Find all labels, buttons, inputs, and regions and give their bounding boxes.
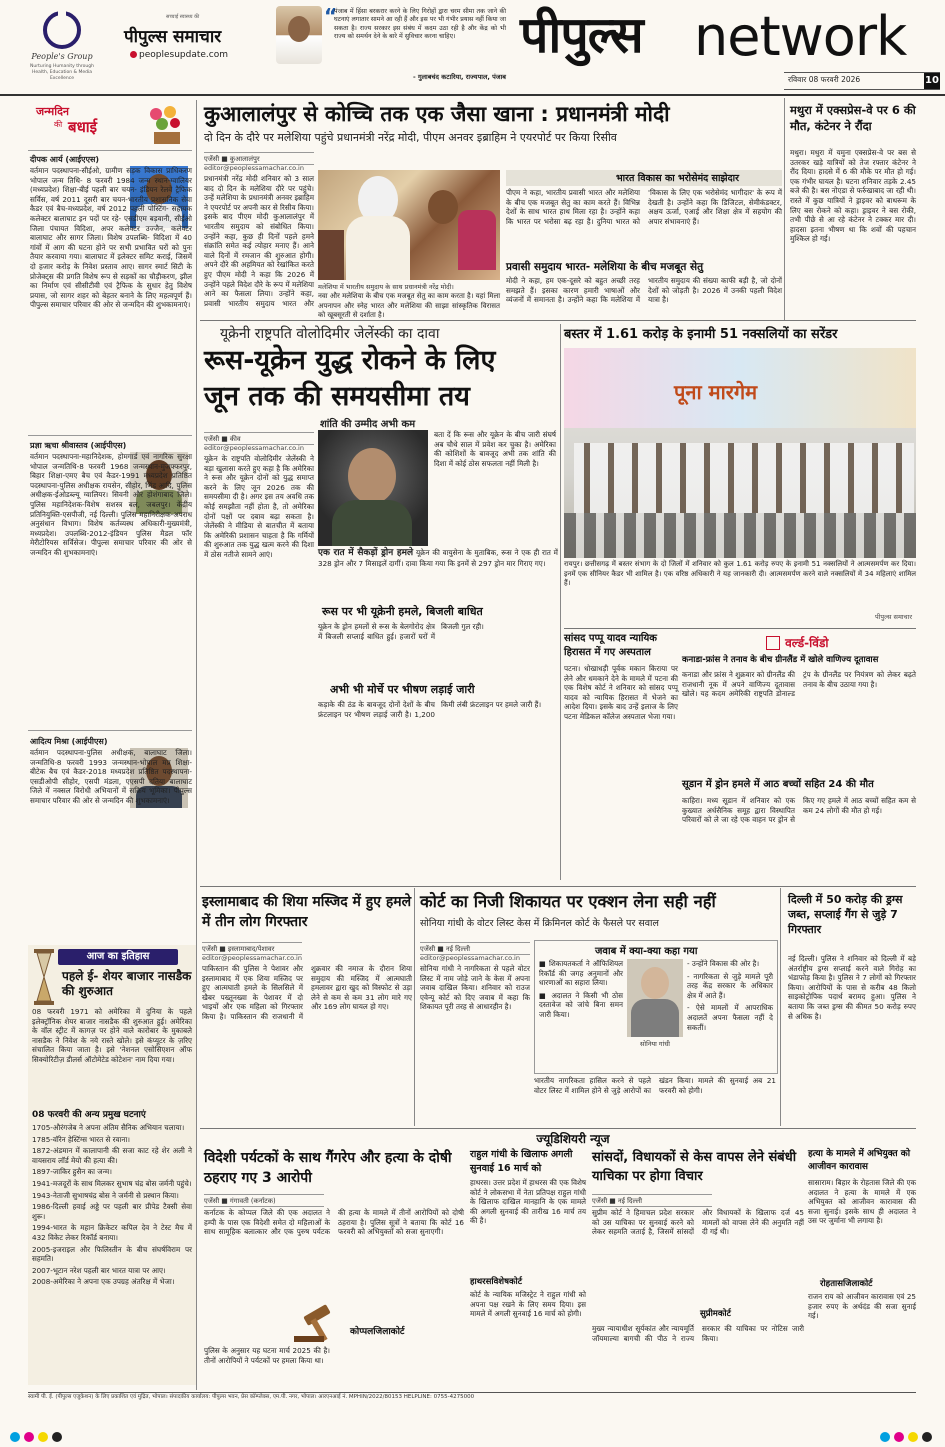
birthday-person-text: वर्तमान पदस्थापना-महानिदेशक, होमगार्ड एवं नागरिक सुरक्षा भोपाल जन्मतिथि-8 फरवरी 1968 जन्मस्थान-मुजफ्फरपुर, बिहार शिक्षा-एमए बैच एवं कैडर-1991 मध्यप्रदेश प्रतिष्ठित पदस्थापना-पुलिस अधीक्षक रायसेन, सीहोर, भिंड आदि, पुलिस अधीक्षक-ईओडब्ल्यू ग्वालियर। सिवनी और होशंगाबाद जिले। पुलिस महानिदेशक-विशेष सशस्त्र बल, जबलपुर। केंद्रीय प्रतिनियुक्ति-एसपीजी, नई दिल्ली। पुलिस महानिरीक्षक-अपराध अनुसंधान विभाग। विशेष कर्तव्यस्थ अधिकारी-मुख्यमंत्री, मध्यप्रदेश। उपलब्धि-2012-इंडियन पुलिस मैडल फॉर मेरीटोरियस सर्विसेज। पीपुल्स समाचार परिवार की ओर से जन्मदिन की शुभकामनाएं।: [30, 452, 192, 557]
website-text: peoplesupdate.com: [139, 50, 228, 60]
quote-author: - गुलाबचंद कटारिया, राज्यपाल, पंजाब: [413, 73, 506, 81]
bastar-story: [564, 322, 916, 626]
registration-mark-magenta: [24, 1432, 34, 1442]
bastar-photo: [564, 348, 916, 558]
quote-box: [276, 6, 508, 84]
history-event: 1943-नेताजी सुभाषचंद्र बोस ने जर्मनी से प्रस्थान किया।: [32, 1190, 179, 1200]
court-byline-text: एजेंसी ■ नई दिल्ली: [420, 945, 470, 953]
lead-photo: [318, 170, 500, 280]
ukraine-headline-1: रूस-यूक्रेन युद्ध रोकने के लिए: [204, 345, 496, 376]
mp-body: सुप्रीम कोर्ट ने हिमाचल प्रदेश सरकार को उस याचिका पर सुनवाई करने को लेकर सहमति जताई है, जिसमें सांसदों और विधायकों के खिलाफ दर्ज 45 मामलों को वापस लेने की अनुमति नहीं दी गई थी।: [592, 1208, 804, 1237]
bihar-headline: हत्या के मामले में अभियुक्त को आजीवन कारावास: [808, 1149, 911, 1172]
court-subhead: सोनिया गांधी के वोटर लिस्ट केस में क्रिमिनल कोर्ट के फैसले पर सवाल: [420, 918, 659, 929]
lead-body: प्रधानमंत्री नरेंद्र मोदी शनिवार को 3 साल बाद दो दिन के मलेशिया दौरे पर पहुंचे। उन्हें मलेशिया के प्रधानमंत्री अनवर इब्राहिम ने एयरपोर्ट पर अपनी कार से रिसीव किया। इसके बाद पीएम मोदी कुआलालंपुर में भारतीय समुदाय को संबोधित किया। उन्होंने कहा, कुछ ही दिनों पहले हमने संक्रांति समेत कई त्योहार मनाए हैं। आने वाले दिनों में रमजान की शुरुआत होगी। अपने दौरे की अहमियत को रेखांकित करते हुए पीएम मोदी ने कहा कि 2026 में उन्होंने पहले विदेश दौरे के रूप में मलेशिया आने का फैसला लिया। उन्होंने कहा, प्रवासी भारतीय समुदाय भारत और: [204, 174, 314, 308]
history-event: 1872-अंडमान में कालापानी की सजा काट रहे शेर अली ने वायसराय लॉर्ड मेयो की हत्या की।: [32, 1146, 192, 1165]
group-name: People's Group: [31, 52, 93, 61]
gang-body: कर्नाटक के कोप्पल जिले की एक अदालत ने हम्पी के पास एक विदेशी समेत दो महिलाओं के साथ सामूहिक बलात्कार और एक पुरुष पर्यटक की हत्या के मामले में तीनों आरोपियों को दोषी ठहराया है। पुलिस सूत्रों ने बताया कि कोर्ट 16 फरवरी को अभियुक्तों को सजा सुनाएगी।: [204, 1208, 464, 1237]
birthday-person-name: प्रज्ञा ऋचा श्रीवास्तव (आईपीएस): [30, 441, 127, 450]
mp-byline: [592, 1194, 712, 1207]
quote-mark-icon: “: [324, 4, 338, 28]
masthead: [0, 0, 945, 94]
group-tagline: Nurturing Humanity through Health, Education & Media Excellence: [30, 64, 94, 81]
mathura-story: [788, 98, 916, 318]
history-events-list: [32, 1123, 192, 1381]
brand-hindi: पीपुल्स: [520, 6, 643, 64]
group-logo-icon: [42, 10, 82, 50]
paper-name: पीपुल्स समाचार: [124, 27, 222, 47]
birthday-title-mid: की: [54, 120, 63, 129]
delhi-headline: दिल्ली में 50 करोड़ की ड्रग्स जब्त, सप्लाई गैंग से जुड़े 7 गिरफ्तार: [788, 893, 903, 936]
court-qa-left: [539, 959, 623, 1071]
lead-byline-text: एजेंसी ■ कुआलालंपुर: [204, 155, 260, 163]
peoples-group-logo: [22, 8, 102, 88]
lead-box-title: [506, 170, 782, 186]
brand: [512, 2, 942, 92]
lead-story: [200, 98, 782, 318]
canada-title: कनाडा-फ्रांस ने तनाव के बीच ग्रीनलैंड में खोले वाणिज्य दूतावास: [682, 655, 879, 665]
sonia-caption: सोनिया गांधी: [640, 1040, 670, 1048]
ukraine-sub3: अभी भी मोर्चे पर भीषण लड़ाई जारी: [330, 683, 475, 696]
mathura-headline: मथुरा में एक्सप्रेस-वे पर 6 की मौत, कंटेनर ने रौंदा: [790, 103, 916, 133]
history-event: 2007-भूटान नरेश पहली बार भारत यात्रा पर आए।: [32, 1265, 166, 1275]
delhi-body: नई दिल्ली। पुलिस ने शनिवार को दिल्ली में बड़े अंतर्राष्ट्रीय ड्रग्स सप्लाई करने वाले गिरोह का भंडाफोड़ किया है। पुलिस ने 7 लोगों को गिरफ्तार किया। आरोपियों के पास से करीब 48 किलो साइकोट्रोपिक पदार्थ बरामद हुआ। पुलिस ने बताया कि जब्त ड्रग्स की कीमत 50 करोड़ रुपए से अधिक है।: [788, 954, 916, 1021]
mp-byline-text: एजेंसी ■ नई दिल्ली: [592, 1197, 642, 1205]
court-qa-box: [534, 940, 778, 1074]
ukraine-sub2: रूस पर भी यूक्रेनी हमले, बिजली बाधित: [322, 605, 483, 618]
court-headline: कोर्ट का निजी शिकायत पर एक्शन लेना सही नहीं: [420, 892, 716, 911]
court-email: editor@peoplessamachar.co.in: [420, 954, 520, 962]
judiciary-label: [498, 1128, 648, 1146]
court-qa-right: [687, 959, 773, 1071]
lead-box2-text: मोदी ने कहा, हम एक-दूसरे को बहुत अच्छी तरह समझते हैं। इसका कारण हमारी भाषाओं और व्यंजनों में समानता है। उन्होंने कहा कि मलेशिया में भारतीय समुदाय की संख्या काफी बड़ी है, जो दोनों देशों को जोड़ती है। 2026 में उनकी पहली विदेश यात्रा है।: [506, 276, 782, 305]
history-event: 2008-अमेरिका ने अपना एक उपग्रह अंतरिक्ष में भेजा।: [32, 1277, 175, 1287]
ukraine-sub: शांति की उम्मीद अभी कम: [320, 419, 416, 430]
bihar-body: सासाराम। बिहार के रोहतास जिले की एक अदालत ने हत्या के मामले में एक अभियुक्त को आजीवन कारावास की सजा सुनाई। इसके साथ ही अदालत ने उस पर जुर्माना भी लगाया है।: [808, 1178, 916, 1226]
rohtas-label: रोहतासजिलाकोर्ट: [820, 1279, 873, 1289]
birthday-person-text: वर्तमान पदस्थापना-पुलिस अधीक्षक, बालाघाट जिला। जन्मतिथि-8 फरवरी 1993 जन्मस्थान-भोपाल मप्र शिक्षा-बीटेक बैच एवं कैडर-2018 मध्यप्रदेश प्रतिष्ठित पदस्थापना-एसडीओपी सीहोर, एसपी मंडला, एएसपी दतिया बालाघाट जिले में नक्सल विरोधी अभियानों में सक्रिय भूमिका। पीपुल्स समाचार परिवार की ओर से जन्मदिन की शुभकामनाएं।: [30, 748, 192, 805]
court-body-continued: भारतीय नागरिकता हासिल करने से पहले वोटर लिस्ट में शामिल होने से जुड़े आरोपों का खंडन किया। मामले की सुनवाई अब 21 फरवरी को होगी।: [534, 1076, 776, 1095]
islamabad-email: editor@peoplessamachar.co.in: [202, 954, 302, 962]
quote-author-photo: [276, 6, 322, 64]
birthday-banner: [28, 100, 192, 151]
history-section: [28, 945, 196, 1385]
ukraine-body: यूक्रेन के राष्ट्रपति वोलोदिमीर जेलेंस्की ने बड़ा खुलासा करते हुए कहा है कि अमेरिका ने रूस और यूक्रेन दोनों को युद्ध समाप्त करने के लिए जून 2026 तक की समयसीमा दी है। अगर इस तय अवधि तक कोई समझौता नहीं होता है, तो अमेरिका दोनों पक्षों पर दबाव बढ़ा सकता है। जेलेंस्की ने मीडिया से बातचीत में बताया कि अमेरिकी प्रशासन चाहता है कि गर्मियों की शुरुआत तक युद्ध खत्म करने की दिशा में ठोस नतीजे सामने आएं।: [204, 454, 314, 559]
bastar-headline: बस्तर में 1.61 करोड़ के इनामी 51 नक्सलियों का सरेंडर: [564, 327, 838, 342]
bastar-banner-text: पूना मारगेम: [674, 380, 758, 404]
hathras-label: हाथरसविशेषकोर्ट: [470, 1277, 523, 1287]
quote-text: पंजाब में हिंसा बरकरार करने के लिए गिरोहों द्वारा चरम सीमा तक जाने की घटनाएं लगातार सामने आ रही हैं और इस पर भी गंभीर प्रयास नहीं किया जा सकता है। राज्य सरकार इस संबंध में कदम उठा रही है और केंद्र को भी राज्य को समर्थन देने के बारे में सुविचार करना चाहिए।: [334, 8, 506, 41]
lead-box2-title: प्रवासी समुदाय भारत- मलेशिया के बीच मजबूत सेतु: [506, 261, 704, 273]
ukraine-email: editor@peoplessamachar.co.in: [204, 444, 304, 452]
history-label-text: आज का इतिहास: [86, 951, 150, 962]
registration-mark-magenta: [894, 1432, 904, 1442]
delhi-story: [786, 888, 916, 1126]
lead-body-continued: नवा और मलेशिया के बीच एक मजबूत सेतु का काम करता है। यहां मिला अपनापन और स्नेह भारत और मलेशिया की साझा सांस्कृतिक विरासत को खूबसूरती से दर्शाता है।: [318, 292, 501, 320]
gang-byline-text: एजेंसी ■ गंगावती (कर्नाटक): [204, 1197, 276, 1205]
flowers-icon: [146, 106, 186, 146]
history-event: 1785-वॉरेन हेस्टिंग्स भारत से रवाना।: [32, 1134, 130, 1144]
birthday-person-name: आदित्य मिश्रा (आईपीएस): [30, 737, 108, 746]
bastar-credit: पीपुल्स समाचार: [875, 613, 912, 621]
world-label-text: वर्ल्ड-विंडो: [785, 636, 829, 650]
canada-text: कनाडा और फ्रांस ने शुक्रवार को ग्रीनलैंड की राजधानी नूक में अपने वाणिज्य दूतावास खोले। यह कदम अमेरिकी राष्ट्रपति डोनाल्ड ट्रंप के ग्रीनलैंड पर नियंत्रण को लेकर बढ़ते तनाव के बीच उठाया गया है।: [682, 670, 916, 699]
islamabad-body: पाकिस्तान की पुलिस ने पेशावर और इस्लामाबाद में एक शिया मस्जिद पर हुए आत्मघाती हमले के सिलसिले में खैबर पख्तूनख्वा के पेशावर में दो भाइयों और एक महिला को गिरफ्तार किया है। पाकिस्तान की राजधानी में शुक्रवार की नमाज के दौरान शिया समुदाय की मस्जिद में आत्मघाती हमलावर द्वारा खुद को विस्फोट से उड़ा लेने से कम से कम 31 लोग मारे गए और 169 लोग घायल हो गए।: [202, 964, 412, 1021]
world-label: [766, 632, 886, 648]
zelensky-photo: [318, 430, 428, 546]
ukraine-headline-2: जून तक की समयसीमा तय: [204, 381, 470, 412]
hourglass-icon: [32, 949, 56, 1005]
lead-box: [506, 170, 782, 318]
court-qa-point: - नागरिकता से जुड़े मामले पूरी तरह केंद्र सरकार के अधिकार क्षेत्र में आते हैं।: [687, 971, 773, 1000]
rahul-body-continued: कोर्ट के न्यायिक मजिस्ट्रेट ने राहुल गांधी को अपना पक्ष रखने के लिए समय दिया। इस मामले में अगली सुनवाई 16 मार्च को होगी।: [470, 1290, 586, 1319]
mp-headline: सांसदों, विधायकों से केस वापस लेने संबंधी याचिका पर होगा विचार: [592, 1150, 797, 1184]
court-qa-point: ■ अदालत ने किसी भी ठोस दस्तावेज को जांचे बिना समन जारी किया।: [539, 990, 623, 1019]
islamabad-byline-text: एजेंसी ■ इस्लामाबाद/पेशावर: [202, 945, 275, 953]
brand-english: network: [694, 5, 907, 68]
rahul-headline: राहुल गांधी के खिलाफ अगली सुनवाई 16 मार्च को: [470, 1149, 573, 1174]
history-event: 1986-दिल्ली हवाई अड्डे पर पहली बार प्रीपेड टैक्सी सेवा शुरू।: [32, 1202, 192, 1221]
birthday-title-top: जन्मदिन: [36, 105, 70, 118]
court-qa-point: - ऐसे मामलों में आपराधिक अदालतें अपना फैसला नहीं दे सकतीं।: [687, 1003, 773, 1032]
bihar-body-continued: राजन राय को आजीवन कारावास एवं 25 हजार रुपए के अर्थदंड की सजा सुनाई गई।: [808, 1292, 916, 1321]
registration-mark-yellow: [908, 1432, 918, 1442]
history-text: 08 फरवरी 1971 को अमेरिका में दुनिया के पहले इलेक्ट्रॉनिक शेयर बाजार नासडैक की शुरुआत हुई। अमेरिका के वॉल स्ट्रीट में कागज़ पर होने वाले कारोबार के मुकाबले नासडैक ने निवेश के नये रास्ते खोले। इसे कंप्यूटर के ज़रिए संचालित किया जाता है। इसे 'नेशनल एसोसिएशन ऑफ सिक्योरिटीज़ डीलर्स ऑटोमेटेड कोटेशन' नाम दिया गया।: [32, 1007, 192, 1064]
world-icon: [766, 636, 780, 650]
history-event: 1705-औरंगजेब ने अपना अंतिम सैनिक अभियान चलाया।: [32, 1123, 185, 1132]
paper-tag: सच्चाई स्वास्थ्य की: [166, 14, 200, 20]
website-link[interactable]: [130, 50, 228, 60]
lead-box-title-text: भारत विकास का भरोसेमंद साझेदार: [616, 173, 739, 184]
pappu-story: [564, 630, 678, 884]
footer-text: स्वामी पी. ई. (पीपुल्स एजुकेशन) के लिए प्रकाशित एवं मुद्रित, भोपाल। संपादकीय कार्यालय: पीपुल्स भवन, प्रेस कॉम्प्लेक्स, एम.पी. नगर, भोपाल। आरएनआई नं. MPHIN/2022/80153 HELPLINE: 0755-4275000: [28, 1394, 475, 1400]
sudan-title: सूडान में ड्रोन हमले में आठ बच्चों सहित 24 की मौत: [682, 779, 874, 790]
history-event: 1941-मजदूरों के साथ मिलकर सुभाष चंद्र बोस जर्मनी पहुंचे।: [32, 1178, 192, 1188]
page-number: 10: [924, 73, 940, 89]
world-window: [682, 630, 916, 884]
ukraine-attack-text: यूक्रेन की वायुसेना के मुताबिक, रूस ने एक ही रात में 328 ड्रोन और 7 मिसाइलें दागीं। दावा किया गया कि इनमें से 297 ड्रोन मार गिराए गए।: [318, 548, 558, 568]
gavel-icon: [290, 1304, 350, 1344]
ukraine-attack-title: एक रात में सैकड़ों ड्रोन हमले: [318, 548, 414, 558]
lead-email: editor@peoplessamachar.co.in: [204, 164, 304, 172]
history-event: 1994-भारत के महान क्रिकेटर कपिल देव ने टेस्ट मैच में 432 विकेट लेकर रिकॉर्ड बनाया।: [32, 1223, 192, 1242]
issue-date: रविवार 08 फरवरी 2026: [788, 75, 861, 84]
globe-icon: [130, 51, 137, 58]
ukraine-sub3-text: कड़ाके की ठंड के बावजूद दोनों देशों के बीच फ्रंटलाइन पर भीषण लड़ाई जारी है। 1,200 किमी लंबी फ्रंटलाइन पर हमले जारी हैं।: [318, 700, 542, 719]
pappu-body: पटना। धोखाधड़ी पूर्वक मकान किराया पर लेने और धमकाने देने के मामले में पटना की एक विशेष कोर्ट ने शनिवार को सांसद पप्पू यादव को न्यायिक हिरासत में भेजने का आदेश दिया। इसके बाद उन्हें इलाज के लिए पटना मेडिकल कॉलेज अस्पताल भेजा गया।: [564, 664, 678, 721]
court-story: [418, 888, 776, 1126]
history-other-title: 08 फरवरी की अन्य प्रमुख घटनाएं: [32, 1110, 146, 1120]
lead-headline: कुआलालंपुर से कोच्चि तक एक जैसा खाना : प्रधानमंत्री मोदी: [204, 102, 670, 126]
ukraine-kicker: यूक्रेनी राष्ट्रपति वोलोदिमीर जेलेंस्की का दावा: [220, 326, 440, 342]
ukraine-side-text: बता दें कि रूस और यूक्रेन के बीच जारी संघर्ष अब चौथे साल में प्रवेश कर चुका है। अमेरिका की कोशिशों के बावजूद अभी तक शांति की दिशा में कोई ठोस सफलता नहीं मिली है।: [434, 430, 556, 468]
bastar-caption: रायपुर। छत्तीसगढ़ में बस्तर संभाग के दो जिलों में शनिवार को कुल 1.61 करोड़ रुपए के इनामी 51 नक्सलियों ने आत्मसमर्पण कर दिया। इनमें एक सीनियर कैडर भी शामिल है। एक वरिष्ठ अधिकारी ने यह जानकारी दी। आत्मसमर्पण करने वाले नक्सलियों में 34 महिलाएं शामिल हैं।: [564, 560, 916, 588]
registration-mark-black: [52, 1432, 62, 1442]
koppal-label: कोप्पलजिलाकोर्ट: [350, 1327, 405, 1337]
court-qa-point: ■ शिकायतकर्ता ने ऑफिशियल रिकॉर्ड की जगह अनुमानों और धारणाओं का सहारा लिया।: [539, 959, 623, 988]
history-headline: पहले ई- शेयर बाजार नासडैक की शुरुआत: [62, 969, 192, 998]
ukraine-attack: [318, 548, 558, 600]
lead-photo-caption: मलेशिया में भारतीय समुदाय के साथ प्रधानमंत्री नरेंद्र मोदी।: [318, 283, 454, 291]
gang-headline: विदेशी पर्यटकों के साथ गैंगरेप और हत्या के दोषी ठहराए गए 3 आरोपी: [204, 1150, 452, 1186]
sc-label: सुप्रीमकोर्ट: [700, 1309, 731, 1319]
registration-mark-yellow: [38, 1432, 48, 1442]
birthday-title-bottom: बधाई: [68, 118, 98, 136]
judiciary-section: [200, 1128, 916, 1390]
paper-logo: [124, 12, 274, 72]
lead-subhead: दो दिन के दौरे पर मलेशिया पहुंचे प्रधानमंत्री नरेंद्र मोदी, पीएम अनवर इब्राहिम ने एयरपोर्ट पर किया रिसीव: [204, 131, 617, 144]
birthday-person-name: दीपक आर्य (आईएएस): [30, 155, 100, 164]
registration-mark-cyan: [10, 1432, 20, 1442]
birthday-section: [28, 100, 192, 940]
islamabad-story: [200, 888, 412, 1126]
gang-byline: [204, 1194, 324, 1207]
history-event: 2005-इजराइल और फिलिस्तीन के बीच संघर्षविराम पर सहमति।: [32, 1244, 192, 1264]
court-qa-title: जवाब में क्या-क्या कहा गया: [595, 946, 698, 957]
islamabad-headline: इस्लामाबाद की शिया मस्जिद में हुए हमले में तीन लोग गिरफ्तार: [202, 894, 412, 930]
ukraine-byline-text: एजेंसी ■ कीव: [204, 435, 241, 443]
gang-body-continued: पुलिस के अनुसार यह घटना मार्च 2025 की है। तीनों आरोपियों ने पर्यटकों पर हमला किया था।: [204, 1346, 330, 1365]
date-line: [784, 72, 940, 90]
mathura-body: मथुरा। मथुरा में यमुना एक्सप्रेस-वे पर बस से उतरकर खड़े यात्रियों को तेज रफ्तार कंटेनर ने रौंद दिया। हादसे में 6 की मौके पर मौत हो गई। एक गंभीर घायल है। घटना शनिवार तड़के 2.45 बजे की है। बस नोएडा से फर्रुखाबाद जा रही थी। रास्ते में कुछ यात्रियों ने ड्राइवर को बाथरूम के लिए बस रोकने को कहा। ड्राइवर ने बस रोकी, तभी पीछे से आ रहे कंटेनर ने टक्कर मार दी। हादसा इतना भीषण था कि शवों की पहचान मुश्किल हो गई।: [790, 148, 916, 244]
history-label: [58, 949, 178, 965]
mp-body-continued: मुख्य न्यायाधीश सूर्यकांत और न्यायमूर्ति जॉयमाल्या बागची की पीठ ने राज्य सरकार की याचिका पर नोटिस जारी किया।: [592, 1324, 804, 1343]
court-qa-point: - उन्होंने विकास की ओर है।: [687, 959, 760, 968]
lead-box-text: पीएम ने कहा, भारतीय प्रवासी भारत और मलेशिया के बीच एक मजबूत सेतु का काम करते हैं। विभिन्न देशों के साथ भारत हाथ मिला रहा है। उन्होंने कहा कि भारत पर भरोसा बढ़ रहा है। दुनिया भारत को 'विकास के लिए एक भरोसेमंद भागीदार' के रूप में देखती है। उन्होंने कहा कि डिजिटल, सेमीकंडक्टर, अक्षय ऊर्जा, एआई और शिक्षा क्षेत्र में सहयोग की अपार संभावनाएं हैं।: [506, 188, 782, 226]
history-event: 1897-जाकिर हुसैन का जन्म।: [32, 1167, 112, 1177]
pappu-headline: सांसद पप्पू यादव न्यायिक हिरासत में गए अस्पताल: [564, 633, 657, 658]
birthday-person-text: वर्तमान पदस्थापना-सीईओ, ग्रामीण सड़क विकास प्राधिकरण भोपाल जन्म तिथि- 8 फरवरी 1984 जन्म स्थान-ग्वालियर (मध्यप्रदेश) शिक्षा-बीई पहली बार चयन- इंडियन रेलवे ट्रैफिक सर्विस, वर्ष 2011 दूसरी बार चयन-भारतीय प्रशासनिक सेवा कैडर एवं बैच-मध्यप्रदेश, वर्ष 2012 पहली पोस्टिंग- सहायक कलेक्टर बालाघाट इन पदों पर रहे- एसडीएम बड़वानी, सीईओ जिला पंचायत विदिशा, अपर कलेक्टर उज्जैन, कलेक्टर बालाघाट और सागर जिला। विशेष उपलब्धि- विदिशा में 40 गांवों में आग की घटना होने पर सभी प्रभावित घरों को पुनः तैयार करवाया गया। बालाघाट में इलेक्टर समिट कराई, जिसमें दो हजार करोड़ के निवेश प्रस्ताव आए। सागर स्मार्ट सिटी के प्रोजेक्ट्स की प्रगति विशेष रूप से सड़कों का चौड़ीकरण, झील का निर्माण एवं सीसीटीवी एवं ट्रैफिक के सुधार हेतु विशेष प्रयास, जो सागर शहर को बेहतर बनाने के लिए महत्वपूर्ण हैं। पीपुल्स समाचार परिवार की ओर से जन्मदिन की शुभकामनाएं।: [30, 166, 192, 310]
court-body: सोनिया गांधी ने नागरिकता से पहले वोटर लिस्ट में नाम जोड़े जाने के केस में अपना जवाब दाखिल किया। शनिवार को राउज एवेन्यू कोर्ट को दिए जवाब में कहा कि शिकायत पूरी तरह से आधारहीन है।: [420, 964, 530, 1012]
judiciary-label-text: ज्यूडिशियरी न्यूज: [536, 1132, 610, 1146]
ukraine-sub2-text: यूक्रेन के ड्रोन हमलों से रूस के बेलगोरोद क्षेत्र में बिजली सप्लाई बाधित हुई। हजारों घरों में बिजली गुल रही।: [318, 622, 484, 641]
rahul-body: हाथरस। उत्तर प्रदेश में हाथरस की एक विशेष कोर्ट ने लोकसभा में नेता प्रतिपक्ष राहुल गांधी के खिलाफ दाखिल मानहानि के एक मामले की अगली सुनवाई की तारीख 16 मार्च तय की है।: [470, 1178, 586, 1226]
registration-mark-black: [922, 1432, 932, 1442]
sonia-photo: [627, 959, 683, 1037]
sudan-text: काहिरा। मध्य सूडान में शनिवार को एक कुख्यात अर्धसैनिक समूह द्वारा विस्थापित परिवारों को ले जा रहे एक वाहन पर ड्रोन से किए गए हमले में आठ बच्चों सहित कम से कम 24 लोगों की मौत हो गई।: [682, 796, 916, 825]
registration-mark-cyan: [880, 1432, 890, 1442]
ukraine-story: [200, 322, 558, 882]
